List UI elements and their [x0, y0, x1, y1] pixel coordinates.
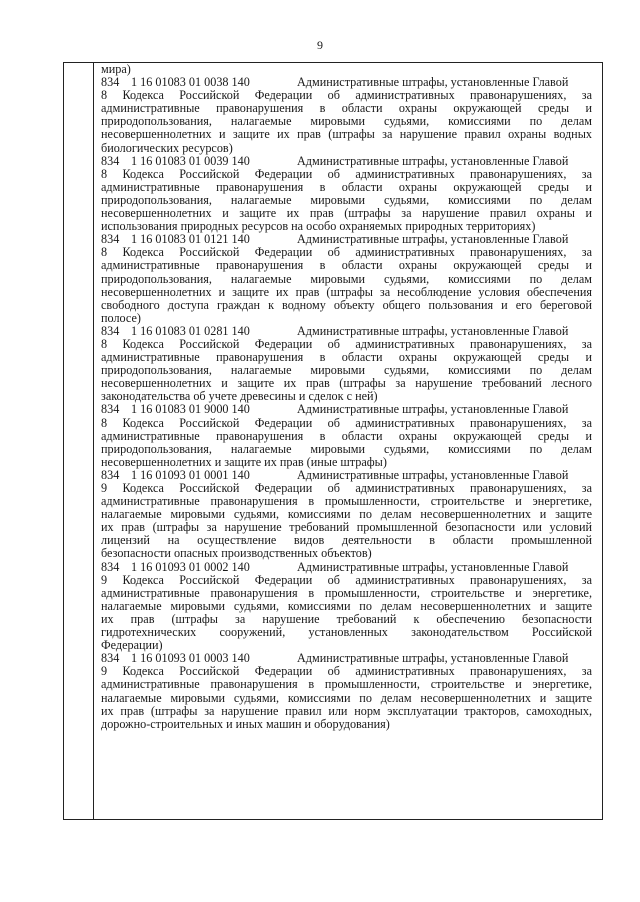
entry-description-line: несовершеннолетних и защите их прав (иные штрафы) — [101, 454, 387, 469]
entry-description-line: их прав (штрафы за нарушение правил или норм эксплуатации тракторов, самоходных, — [101, 703, 592, 718]
entry-description-line: природопользования, налагаемые мировыми судьями, комиссиями по делам — [101, 271, 592, 286]
entry-description-line: административные правонарушения в промышленности, строительстве и энергетике, — [101, 677, 592, 692]
entry-description-line: природопользования, налагаемые мировыми судьями, комиссиями по делам — [101, 363, 592, 378]
admin-code: 834 — [101, 651, 120, 666]
entry-description-line: административные правонарушения в области охраны окружающей среды и — [101, 101, 592, 116]
entry-description-line: дорожно-строительных и иных машин и оборудования) — [101, 716, 390, 731]
table-entry — [101, 469, 592, 561]
entry-description-line: административные правонарушения в области охраны окружающей среды и — [101, 179, 592, 194]
admin-code: 834 — [101, 153, 120, 168]
entry-header-line — [101, 403, 592, 416]
entry-description-start: Административные штрафы, установленные Главой — [297, 402, 569, 417]
entry-description-line: природопользования, налагаемые мировыми судьями, комиссиями по делам — [101, 441, 592, 456]
entry-header-line — [101, 155, 592, 168]
entry-description-start: Административные штрафы, установленные Главой — [297, 232, 569, 247]
budget-classification-code: 1 16 01083 01 0039 140 — [131, 153, 250, 168]
entry-description-start: Административные штрафы, установленные Главой — [297, 75, 569, 90]
entry-description-line: 9 Кодекса Российской Федерации об административных правонарушениях, за — [101, 481, 592, 495]
entry-description-line: налагаемые мировыми судьями, комиссиями по делам несовершеннолетних и защите — [101, 507, 592, 522]
entry-description-line: их прав (штрафы за нарушение требований промышленной безопасности или условий — [101, 520, 592, 535]
entry-description-line: несовершеннолетних и защите их прав (штрафы за нарушение правил охраны водных — [101, 127, 592, 142]
budget-classification-code: 1 16 01093 01 0003 140 — [131, 651, 250, 666]
entry-description-line: 8 Кодекса Российской Федерации об административных правонарушениях, за — [101, 245, 592, 260]
admin-code: 834 — [101, 323, 120, 338]
entry-header-line — [101, 325, 592, 338]
entry-description-line: их прав (штрафы за нарушение требований к обеспечению безопасности — [101, 611, 592, 626]
table-entry — [101, 233, 592, 325]
entry-description-line: безопасности опасных производственных объектов) — [101, 546, 372, 561]
entry-description-start: Административные штрафы, установленные Главой — [297, 559, 569, 574]
entry-description-line: 8 Кодекса Российской Федерации об административных правонарушениях, за — [101, 336, 592, 351]
entry-description-line: несовершеннолетних и защите их прав (штрафы за нарушение требований лесного — [101, 376, 592, 391]
table-entry — [101, 155, 592, 234]
entry-description-line: гидротехнических сооружений, установленных законодательством Российской — [101, 625, 592, 640]
entry-description-line: несовершеннолетних и защите их прав (штрафы за несоблюдение условия обеспечения — [101, 284, 592, 299]
budget-classification-code: 1 16 01083 01 0281 140 — [131, 323, 250, 338]
entry-description-line: 8 Кодекса Российской Федерации об административных правонарушениях, за — [101, 415, 592, 430]
entry-description-line: природопользования, налагаемые мировыми судьями, комиссиями по делам — [101, 192, 592, 207]
entry-description-line: использования природных ресурсов на особо охраняемых природных территориях) — [101, 219, 536, 234]
entry-description-line: налагаемые мировыми судьями, комиссиями по делам несовершеннолетних и защите — [101, 598, 592, 613]
table-left-column — [64, 63, 94, 819]
entry-description-line: налагаемые мировыми судьями, комиссиями по делам несовершеннолетних и защите — [101, 690, 592, 705]
entry-description-line: административные правонарушения в промышленности, строительстве и энергетике, — [101, 494, 592, 509]
entry-description-line: 9 Кодекса Российской Федерации об административных правонарушениях, за — [101, 572, 592, 587]
table-entry — [101, 403, 592, 468]
admin-code: 834 — [101, 559, 120, 574]
table-entry — [101, 652, 592, 731]
entry-description-line: 9 Кодекса Российской Федерации об административных правонарушениях, за — [101, 664, 592, 679]
admin-code: 834 — [101, 402, 120, 417]
budget-classification-code: 1 16 01093 01 0002 140 — [131, 559, 250, 574]
entry-description-line: природопользования, налагаемые мировыми судьями, комиссиями по делам — [101, 114, 592, 129]
entry-description-start: Административные штрафы, установленные Главой — [297, 153, 569, 168]
page-number: 9 — [317, 38, 323, 52]
entry-description-line: 8 Кодекса Российской Федерации об административных правонарушениях, за — [101, 88, 592, 103]
budget-codes-table — [63, 62, 603, 820]
budget-classification-code: 1 16 01093 01 0001 140 — [131, 467, 250, 482]
admin-code: 834 — [101, 232, 120, 247]
entry-description-line: административные правонарушения в области охраны окружающей среды и — [101, 258, 592, 273]
entry-description-line: административные правонарушения в области охраны окружающей среды и — [101, 428, 592, 443]
preamble-text: мира) — [101, 62, 131, 76]
entry-description-line: Федерации) — [101, 638, 163, 653]
table-content — [101, 63, 592, 731]
entry-description-line: биологических ресурсов) — [101, 140, 233, 155]
entry-description-line: лицензий на осуществление видов деятельности в области промышленной — [101, 533, 592, 548]
table-entry — [101, 76, 592, 155]
table-entry — [101, 561, 592, 653]
entry-description-line: законодательства об учете древесины и сделок с ней) — [101, 389, 378, 404]
entry-description-start: Административные штрафы, установленные Главой — [297, 467, 569, 482]
entry-description-line: 8 Кодекса Российской Федерации об административных правонарушениях, за — [101, 166, 592, 181]
entry-description-line: полосе) — [101, 310, 141, 325]
admin-code: 834 — [101, 467, 120, 482]
entry-description-start: Административные штрафы, установленные Главой — [297, 323, 569, 338]
entry-header-line — [101, 561, 592, 574]
entry-description-start: Административные штрафы, установленные Главой — [297, 651, 569, 666]
table-entry — [101, 325, 592, 404]
admin-code: 834 — [101, 75, 120, 90]
entry-description-line: свободного доступа граждан к водному объекту общего пользования и его береговой — [101, 297, 592, 312]
budget-classification-code: 1 16 01083 01 0121 140 — [131, 232, 250, 247]
entry-description-line: административные правонарушения в промышленности, строительстве и энергетике, — [101, 585, 592, 600]
budget-classification-code: 1 16 01083 01 0038 140 — [131, 75, 250, 90]
entry-description-line: несовершеннолетних и защите их прав (штрафы за нарушение правил охраны и — [101, 206, 592, 221]
budget-classification-code: 1 16 01083 01 9000 140 — [131, 402, 250, 417]
entry-description-line: административные правонарушения в области охраны окружающей среды и — [101, 350, 592, 365]
